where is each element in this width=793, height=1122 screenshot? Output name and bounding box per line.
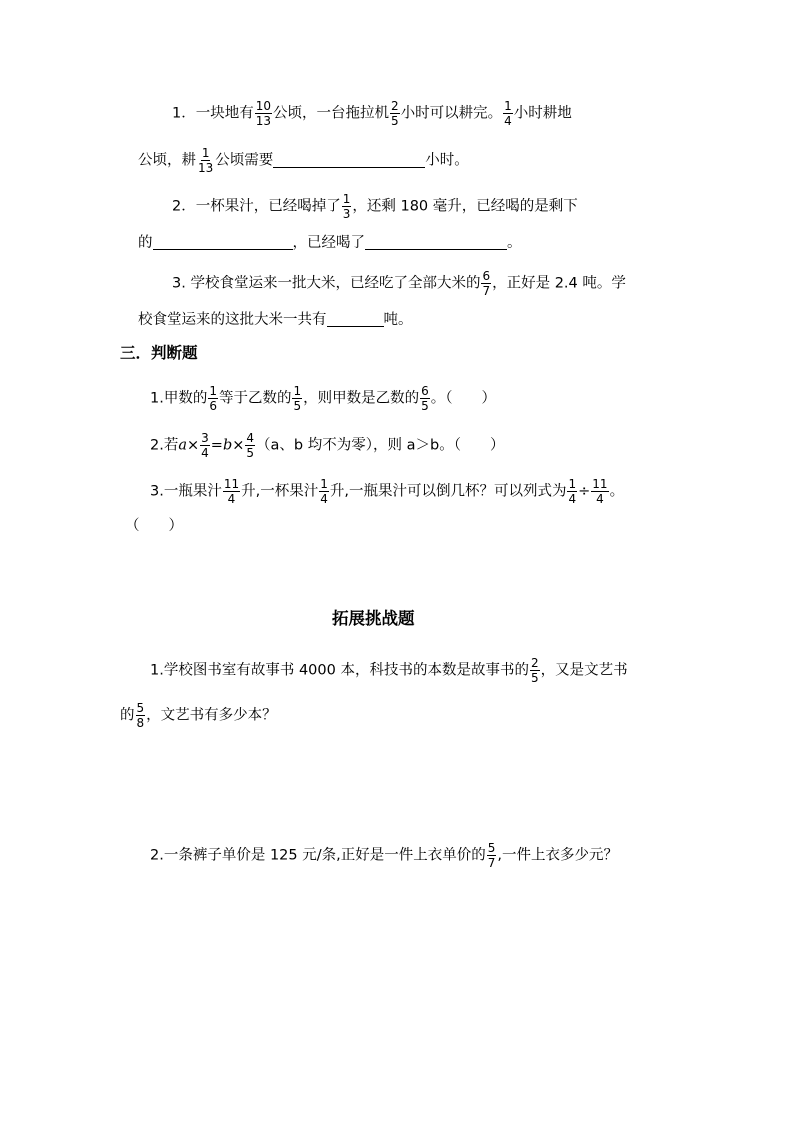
fraction: $\frac{11}{4}$ bbox=[223, 477, 240, 506]
answer-blank[interactable] bbox=[327, 312, 384, 327]
fill-q3-line1: 3. 学校食堂运来一批大米，已经吃了全部大米的 $\frac{6}{7}$ ，正好是 2.4 吨。学 bbox=[172, 269, 626, 298]
fraction: $\frac{2}{5}$ bbox=[391, 99, 399, 128]
section-heading-judge: 三．判断题 bbox=[120, 343, 198, 362]
fill-q2-line2: 的 ，已经喝了 。 bbox=[138, 235, 522, 251]
challenge-title: 拓展挑战题 bbox=[332, 609, 415, 628]
fraction: $\frac{11}{4}$ bbox=[592, 477, 608, 506]
fill-q1-line2: 公顷，耕 $\frac{1}{13}$ 公顷需要 小时。 bbox=[138, 146, 469, 175]
fraction: $\frac{5}{7}$ bbox=[487, 841, 496, 870]
challenge-q1-line1: 1.学校图书室有故事书 4000 本，科技书的本数是故事书的 $\frac{2}{5}$ ，又是文艺书 bbox=[150, 656, 628, 685]
fraction: $\frac{1}{3}$ bbox=[342, 192, 351, 221]
fraction: $\frac{1}{13}$ bbox=[198, 146, 214, 175]
fraction: $\frac{6}{7}$ bbox=[482, 269, 491, 298]
fraction: $\frac{6}{5}$ bbox=[421, 384, 429, 413]
fraction: $\frac{4}{5}$ bbox=[246, 431, 255, 460]
fill-q2-line1: 2．一杯果汁，已经喝掉了 $\frac{1}{3}$ ，还剩 180 毫升，已经喝的是剩下 bbox=[172, 192, 578, 221]
judge-q1: 1.甲数的 $\frac{1}{6}$ 等于乙数的 $\frac{1}{5}$ ，则甲数是乙数的 $\frac{6}{5}$ 。（ ） bbox=[150, 384, 497, 413]
fraction: $\frac{1}{4}$ bbox=[568, 477, 577, 506]
answer-blank[interactable] bbox=[273, 153, 425, 168]
fraction: $\frac{1}{5}$ bbox=[293, 384, 302, 413]
fraction: $\frac{5}{8}$ bbox=[136, 701, 145, 730]
answer-blank[interactable] bbox=[365, 235, 507, 250]
judge-q3-paren[interactable]: （ ） bbox=[125, 518, 183, 534]
fraction: $\frac{1}{4}$ bbox=[320, 477, 328, 506]
fraction: $\frac{1}{6}$ bbox=[209, 384, 217, 413]
fill-q3-line2: 校食堂运来的这批大米一共有 吨。 bbox=[138, 312, 413, 328]
challenge-q2: 2.一条裤子单价是 125 元/条,正好是一件上衣单价的 $\frac{5}{7}$ ,一件上衣多少元？ bbox=[150, 841, 618, 870]
fraction: $\frac{3}{4}$ bbox=[201, 431, 209, 460]
challenge-q1-line2: 的 $\frac{5}{8}$ ，文艺书有多少本？ bbox=[120, 701, 277, 730]
fraction: $\frac{2}{5}$ bbox=[530, 656, 539, 685]
judge-q3: 3.一瓶果汁 $\frac{11}{4}$ 升,一杯果汁 $\frac{1}{4}$ 升,一瓶果汁可以倒几杯？可以列式为 $\frac{1}{4}$ ÷ $\frac{11}{4}$ 。 bbox=[150, 477, 625, 506]
fraction: $\frac{1}{4}$ bbox=[504, 99, 512, 128]
fraction: $\frac{10}{13}$ bbox=[255, 99, 272, 128]
judge-q2: 2.若a× $\frac{3}{4}$ =b× $\frac{4}{5}$ （a、b 均不为零），则 a＞b。（ ） bbox=[150, 431, 505, 460]
fill-q1-line1: 1．一块地有 $\frac{10}{13}$ 公顷，一台拖拉机 $\frac{2}{5}$ 小时可以耕完。 $\frac{1}{4}$ 小时耕地 bbox=[172, 99, 572, 128]
answer-blank[interactable] bbox=[153, 235, 293, 250]
